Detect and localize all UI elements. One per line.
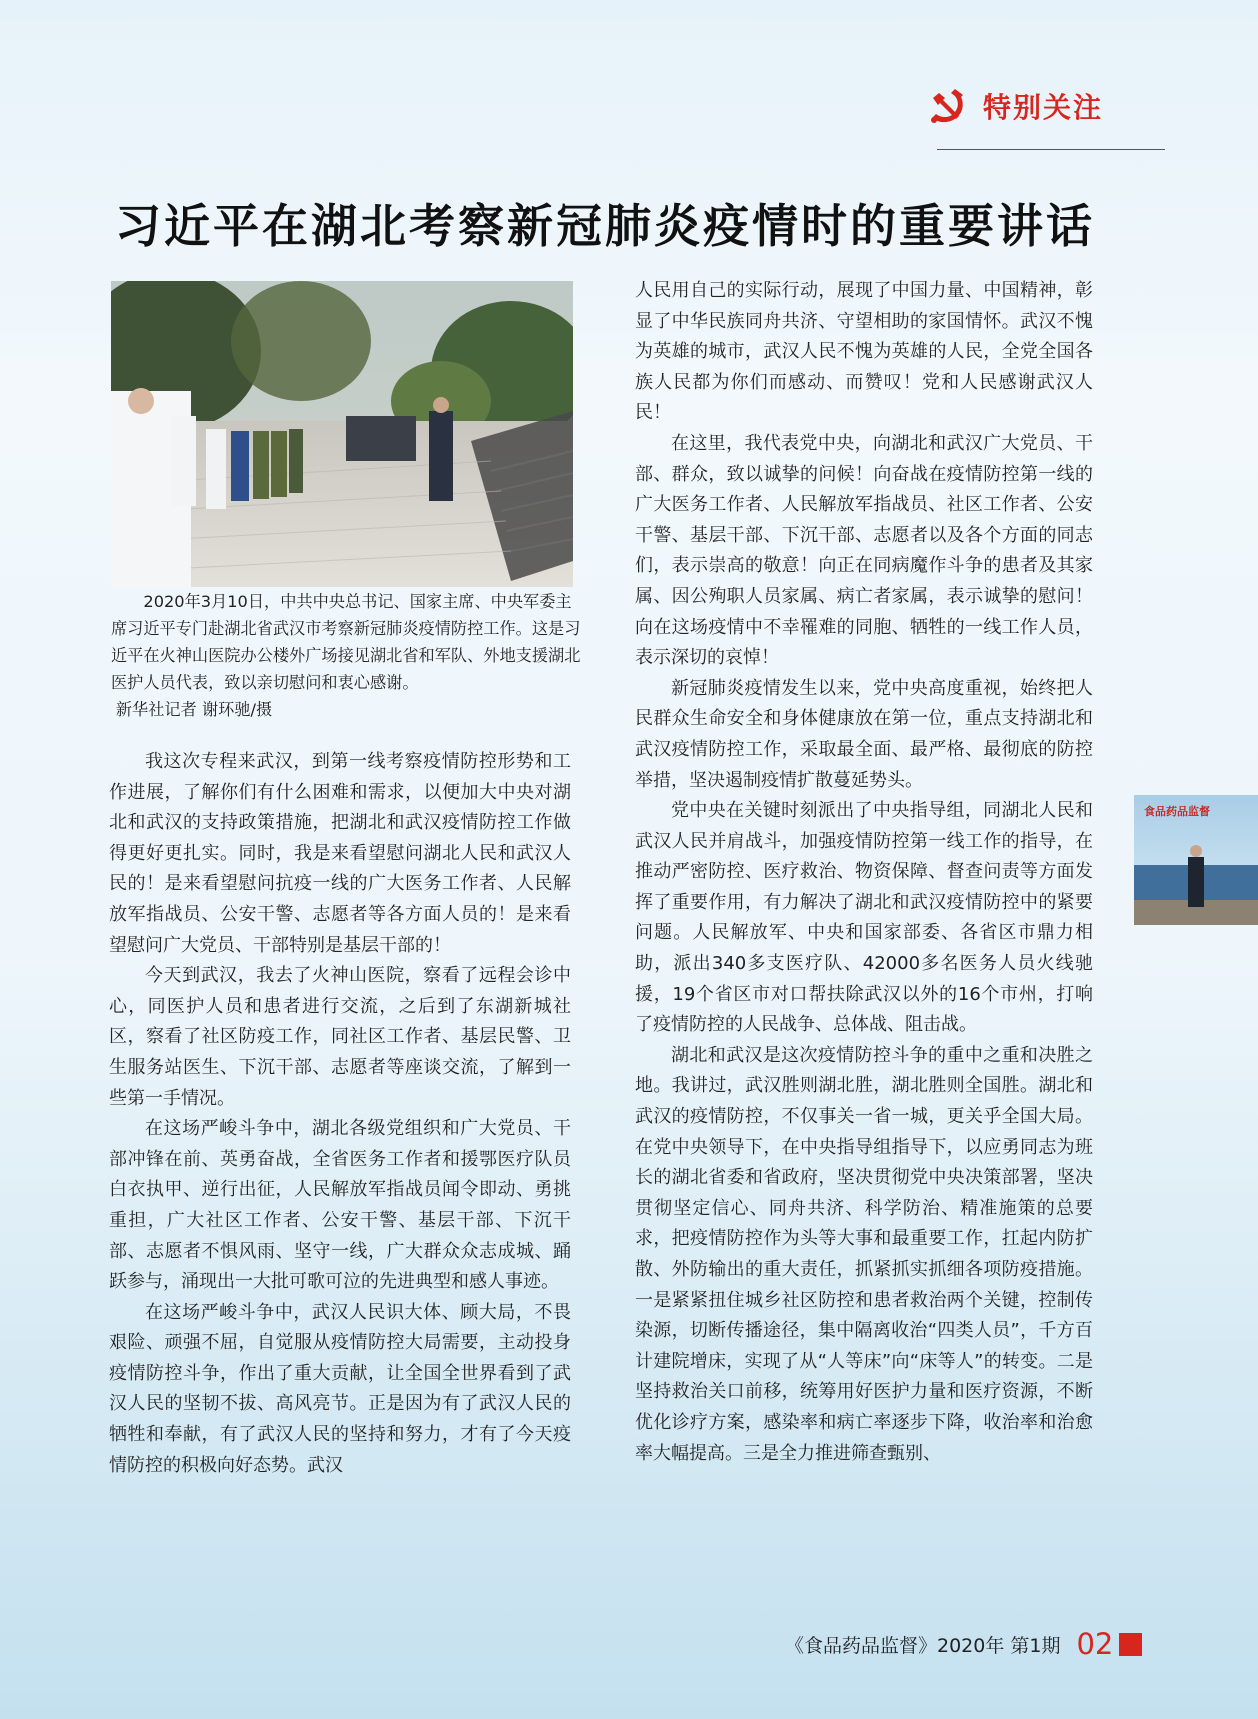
page-footer	[785, 1624, 1142, 1664]
publication-info: 《食品药品监督》2020年 第1期	[785, 1634, 1061, 1657]
paragraph: 人民用自己的实际行动，展现了中国力量、中国精神，彰显了中华民族同舟共济、守望相助的家国情怀。武汉不愧为英雄的城市，武汉人民不愧为英雄的人民，全党全国各族人民都为你们而感动、而赞叹！党和人民感谢武汉人民！	[635, 280, 1093, 424]
paragraph: 党中央在关键时刻派出了中央指导组，同湖北人民和武汉人民并肩战斗，加强疫情防控第一线工作的指导，在推动严密防控、医疗救治、物资保障、督查问责等方面发挥了重要作用，有力解决了湖北和武汉疫情防控中的紧要问题。人民解放军、中央和国家部委、各省区市鼎力相助，派出340多支医疗队、42000多名医务人员火线驰援，19个省区市对口帮扶除武汉以外的16个市州，打响了疫情防控的人民战争、总体战、阻击战。	[635, 800, 1093, 1036]
article-title: 习近平在湖北考察新冠肺炎疫情时的重要讲话	[115, 199, 1095, 253]
photo-caption-block	[111, 588, 581, 723]
paragraph: 我这次专程来武汉，到第一线考察疫情防控形势和工作进展，了解你们有什么困难和需求，以便加大中央对湖北和武汉的支持政策措施，把湖北和武汉疫情防控工作做得更好更扎实。同时，我是来看望慰问湖北人民和武汉人民的！是来看望慰问抗疫一线的广大医务工作者、人民解放军指战员、公安干警、志愿者等各方面人员的！是来看望慰问广大党员、干部特别是基层干部的！	[109, 751, 571, 956]
thumbnail-label: 食品药品监督	[1144, 805, 1210, 818]
section-title: 特别关注	[983, 91, 1104, 124]
hammer-sickle-icon	[925, 84, 969, 128]
section-header	[925, 86, 1165, 126]
photo-caption: 2020年3月10日，中共中央总书记、国家主席、中央军委主席习近平专门赴湖北省武汉市考察新冠肺炎疫情防控工作。这是习近平在火神山医院办公楼外广场接见湖北省和军队、外地支援湖北医护人员代表，致以亲切慰问和衷心感谢。	[111, 592, 581, 692]
body-column-right	[635, 276, 1093, 1469]
sidebar-thumbnail[interactable]	[1134, 795, 1258, 925]
photo-credit: 新华社记者 谢环驰/摄	[115, 700, 273, 719]
page-marker-block	[1119, 1633, 1142, 1656]
paragraph: 今天到武汉，我去了火神山医院，察看了远程会诊中心，同医护人员和患者进行交流，之后到了东湖新城社区，察看了社区防疫工作，同社区工作者、基层民警、卫生服务站医生、下沉干部、志愿者等座谈交流，了解到一些第一手情况。	[109, 965, 571, 1109]
paragraph: 湖北和武汉是这次疫情防控斗争的重中之重和决胜之地。我讲过，武汉胜则湖北胜，湖北胜则全国胜。湖北和武汉的疫情防控，不仅事关一省一城，更关乎全国大局。在党中央领导下，在中央指导组指导下，以应勇同志为班长的湖北省委和省政府，坚决贯彻党中央决策部署，坚决贯彻坚定信心、同舟共济、科学防治、精准施策的总要求，把疫情防控作为头等大事和最重要工作，扛起内防扩散、外防输出的重大责任，抓紧抓实抓细各项防疫措施。一是紧紧扭住城乡社区防控和患者救治两个关键，控制传染源，切断传播途径，集中隔离收治“四类人员”，千方百计建院增床，实现了从“人等床”向“床等人”的转变。二是坚持救治关口前移，统筹用好医护力量和医疗资源，不断优化诊疗方案，感染率和病亡率逐步下降，收治率和治愈率大幅提高。三是全力推进筛查甄别、	[635, 1044, 1093, 1464]
page-number: 02	[1076, 1627, 1114, 1661]
body-column-left	[109, 747, 571, 1481]
paragraph: 在这场严峻斗争中，湖北各级党组织和广大党员、干部冲锋在前、英勇奋战，全省医务工作者和援鄂医疗队员白衣执甲、逆行出征，人民解放军指战员闻令即动、勇挑重担，广大社区工作者、公安干警、基层干部、下沉干部、志愿者不惧风雨、坚守一线，广大群众众志成城、踊跃参与，涌现出一大批可歌可泣的先进典型和感人事迹。	[109, 1118, 571, 1293]
header-divider	[937, 149, 1165, 150]
article-photo	[111, 281, 573, 587]
paragraph: 在这场严峻斗争中，武汉人民识大体、顾大局，不畏艰险、顽强不屈，自觉服从疫情防控大局需要，主动投身疫情防控斗争，作出了重大贡献，让全国全世界看到了武汉人民的坚韧不拔、高风亮节。正是因为有了武汉人民的牺牲和奉献，有了武汉人民的坚持和努力，才有了今天疫情防控的积极向好态势。武汉	[109, 1301, 571, 1476]
paragraph: 新冠肺炎疫情发生以来，党中央高度重视，始终把人民群众生命安全和身体健康放在第一位，重点支持湖北和武汉疫情防控工作，采取最全面、最严格、最彻底的防控举措，坚决遏制疫情扩散蔓延势头。	[635, 677, 1093, 791]
paragraph: 在这里，我代表党中央，向湖北和武汉广大党员、干部、群众，致以诚挚的问候！向奋战在疫情防控第一线的广大医务工作者、人民解放军指战员、社区工作者、公安干警、基层干部、下沉干部、志愿者以及各个方面的同志们，表示崇高的敬意！向正在同病魔作斗争的患者及其家属、因公殉职人员家属、病亡者家属，表示诚挚的慰问！向在这场疫情中不幸罹难的同胞、牺牲的一线工作人员，表示深切的哀悼！	[635, 432, 1093, 669]
